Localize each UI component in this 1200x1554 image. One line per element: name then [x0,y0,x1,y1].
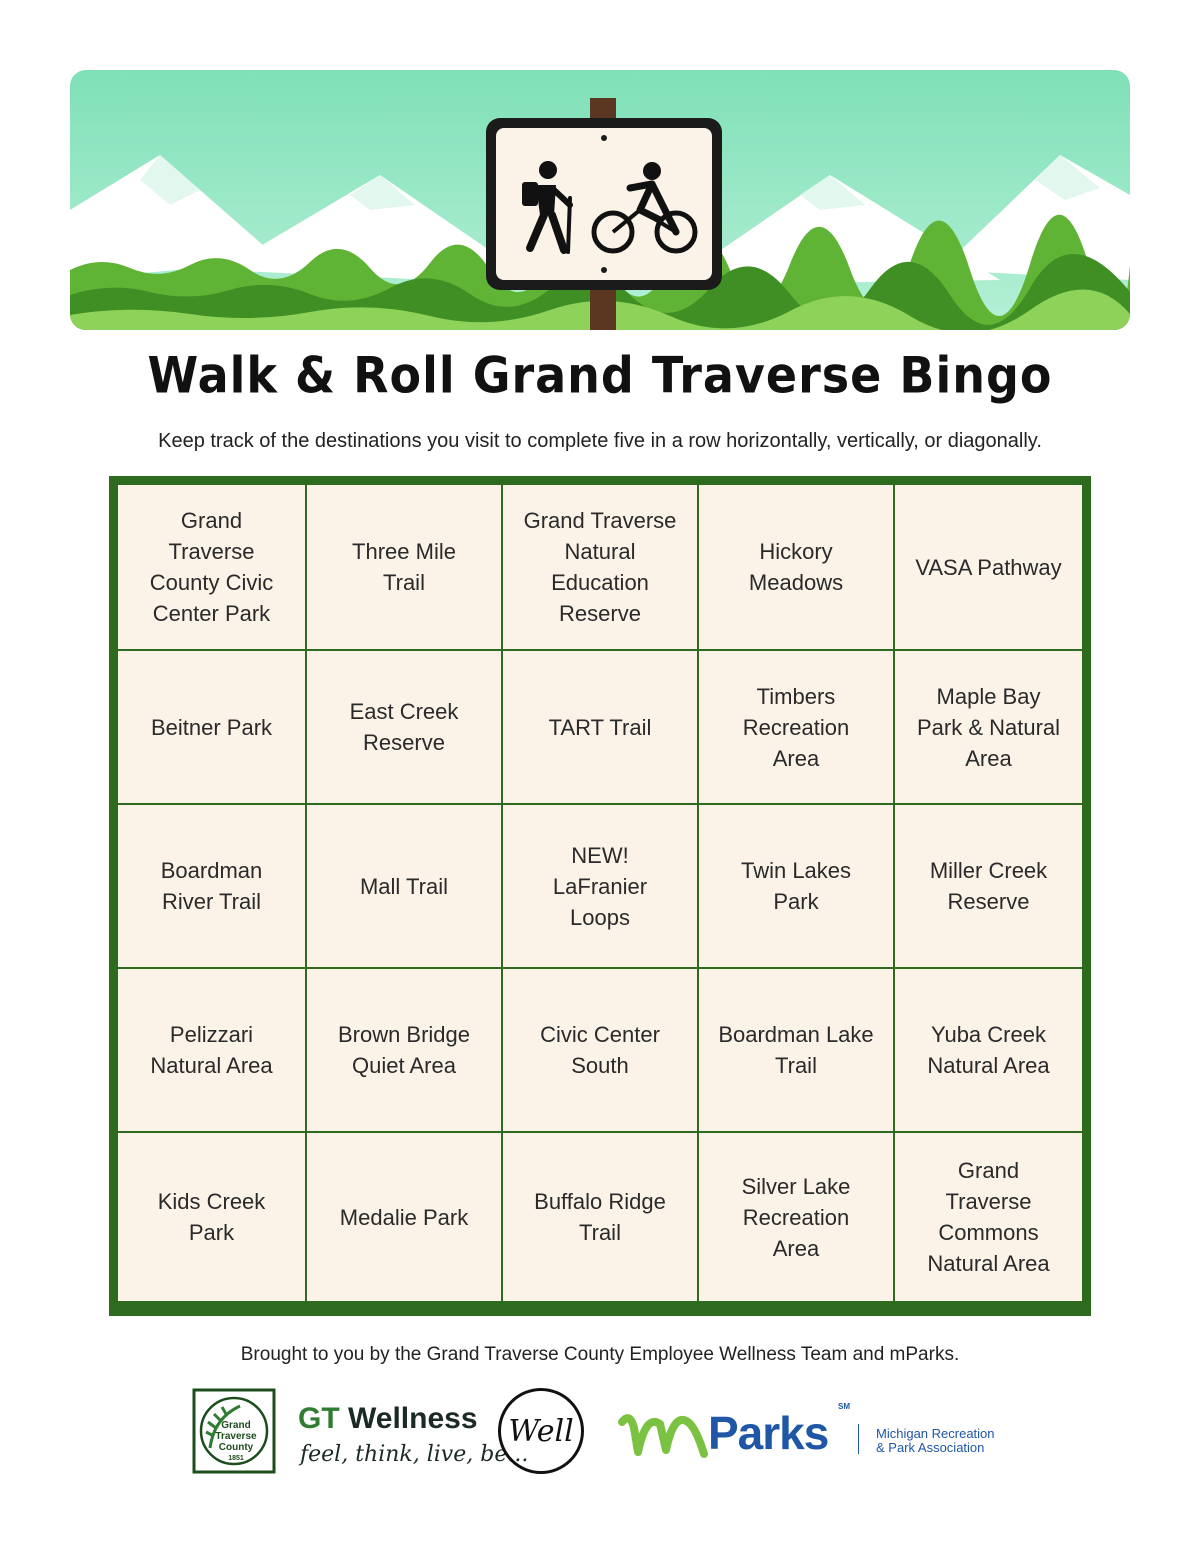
bingo-cell-label: TART Trail [548,714,652,740]
bingo-cell[interactable] [699,805,893,967]
bingo-cell-label: Beitner Park [150,714,273,740]
well-badge: Well [498,1388,584,1474]
bingo-cell-label: Boardman Lake Trail [718,1022,874,1078]
mparks-wordmark: Parks [708,1407,829,1459]
bingo-cell[interactable] [503,805,697,967]
bingo-cell[interactable] [699,969,893,1131]
bingo-cell[interactable] [895,805,1082,967]
bingo-cell[interactable] [699,651,893,803]
bingo-cell-label: Grand Traverse Commons Natural Area [927,1158,1050,1276]
bingo-cell[interactable] [307,805,501,967]
bingo-cell[interactable] [503,969,697,1131]
mparks-m-icon [616,1404,708,1460]
bingo-cell-label: VASA Pathway [915,554,1062,580]
sponsor-logos [0,1384,1200,1484]
gt-wellness-tagline: feel, think, live, be... [300,1442,529,1467]
bingo-cell[interactable] [699,1133,893,1301]
bingo-cell-label: Brown Bridge Quiet Area [337,1022,471,1078]
bingo-cell-label: Twin Lakes Park [740,858,852,914]
header-banner [70,70,1130,330]
bingo-cell-label: Medalie Park [339,1204,469,1230]
bingo-cell-label: Grand Traverse County Civic Center Park [149,508,274,626]
bingo-cell[interactable] [503,651,697,803]
bingo-cell[interactable] [307,969,501,1131]
bingo-cell[interactable] [118,651,305,803]
bingo-cell-label: Silver Lake Recreation Area [741,1173,851,1261]
bingo-cell[interactable] [118,805,305,967]
bingo-cell[interactable] [118,1133,305,1301]
bingo-cell[interactable] [307,485,501,649]
bingo-cell-label: Hickory Meadows [748,539,844,595]
bingo-cell-label: Civic Center South [540,1022,660,1078]
page-title: Walk & Roll Grand Traverse Bingo [147,345,1053,405]
bingo-cell[interactable] [895,485,1082,649]
bingo-cell[interactable] [118,485,305,649]
mparks-sm-mark: SM [838,1402,850,1411]
bingo-cell[interactable] [307,1133,501,1301]
credit-line: Brought to you by the Grand Traverse County Employee Wellness Team and mParks. [240,1344,960,1365]
bingo-cell-label: Mall Trail [359,873,448,899]
bingo-board [109,476,1091,1316]
bingo-cell[interactable] [895,651,1082,803]
bingo-cell-label: Grand Traverse Natural Education Reserve [523,508,677,626]
bingo-cell-label: Miller Creek Reserve [929,858,1048,914]
bingo-cell-label: Timbers Recreation Area [742,683,850,771]
bingo-cell[interactable] [895,1133,1082,1301]
mparks-divider [858,1424,859,1454]
mparks-association: Michigan Recreation & Park Association [876,1426,995,1455]
bingo-cell-label: Pelizzari Natural Area [150,1022,273,1078]
bingo-cell-label: Boardman River Trail [160,858,263,914]
gt-wellness-logo: GT Wellness [298,1402,478,1435]
bingo-cell[interactable] [895,969,1082,1131]
bingo-cell-label: Maple Bay Park & Natural Area [916,683,1061,771]
page-subtitle: Keep track of the destinations you visit to complete five in a row horizontally, vertically, or diagonally. [158,430,1042,452]
bingo-cell-label: NEW! LaFranier Loops [552,842,648,930]
bingo-cell[interactable] [503,485,697,649]
bingo-cell-label: Kids Creek Park [157,1189,266,1245]
bingo-cell[interactable] [118,969,305,1131]
bingo-cell-label: Yuba Creek Natural Area [927,1022,1050,1078]
bingo-cell[interactable] [307,651,501,803]
bingo-cell-label: Buffalo Ridge Trail [534,1189,666,1245]
bingo-cell-label: Three Mile Trail [352,539,456,595]
county-seal-text: Grand Traverse County 1851 [215,1420,257,1462]
bingo-cell[interactable] [699,485,893,649]
bingo-cell-label: East Creek Reserve [349,699,459,755]
bingo-cell[interactable] [503,1133,697,1301]
